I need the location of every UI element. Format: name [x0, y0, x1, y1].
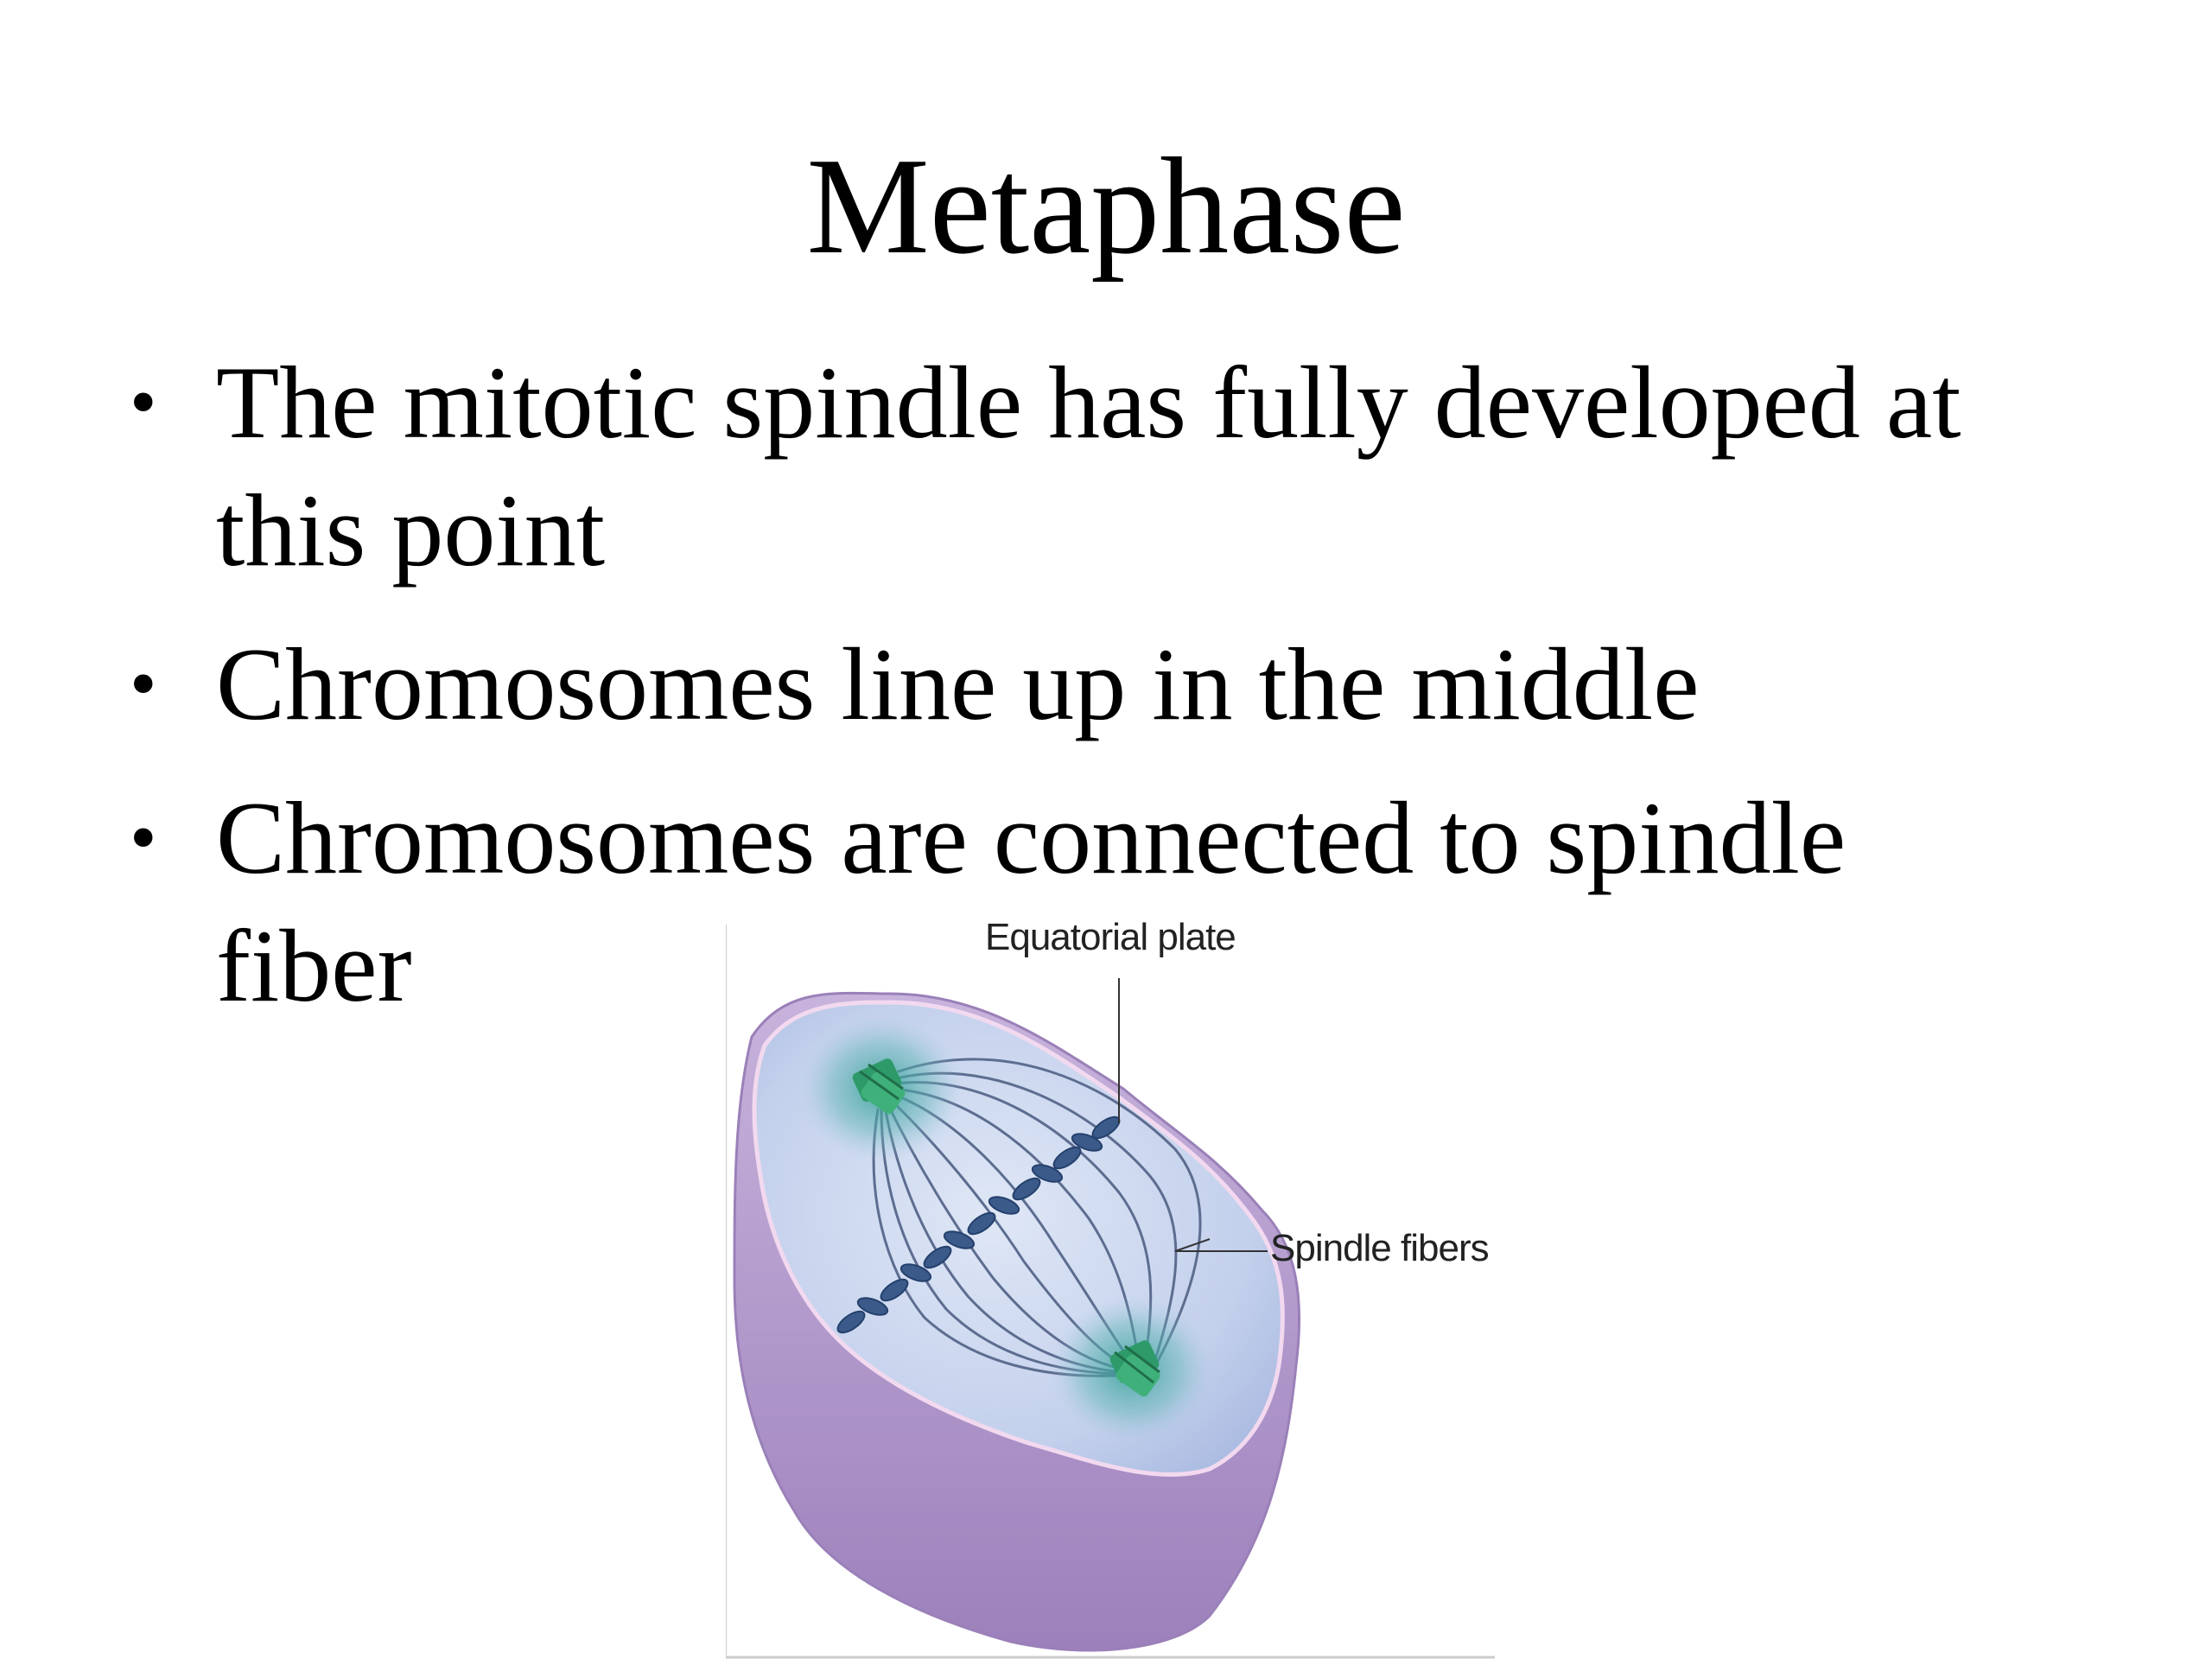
bullet-item	[130, 339, 2065, 594]
bullet-text: The mitotic spindle has fully developed at this point	[216, 345, 1961, 588]
spindle-fibers-label: Spindle fibers	[1270, 1227, 1489, 1269]
bullet-text: Chromosomes line up in the middle	[216, 626, 1700, 741]
bullet-text: Chromosomes are connected to spindle fiber	[216, 780, 1847, 1023]
bullet-item	[130, 620, 2065, 748]
metaphase-cell-diagram	[726, 916, 1503, 1659]
bullet-icon: •	[130, 359, 157, 445]
equatorial-plate-label: Equatorial plate	[985, 916, 1236, 958]
slide-title: Metaphase	[806, 129, 1406, 283]
bullet-icon: •	[130, 795, 157, 880]
bullet-icon: •	[130, 641, 157, 727]
cell-illustration	[726, 916, 1503, 1659]
